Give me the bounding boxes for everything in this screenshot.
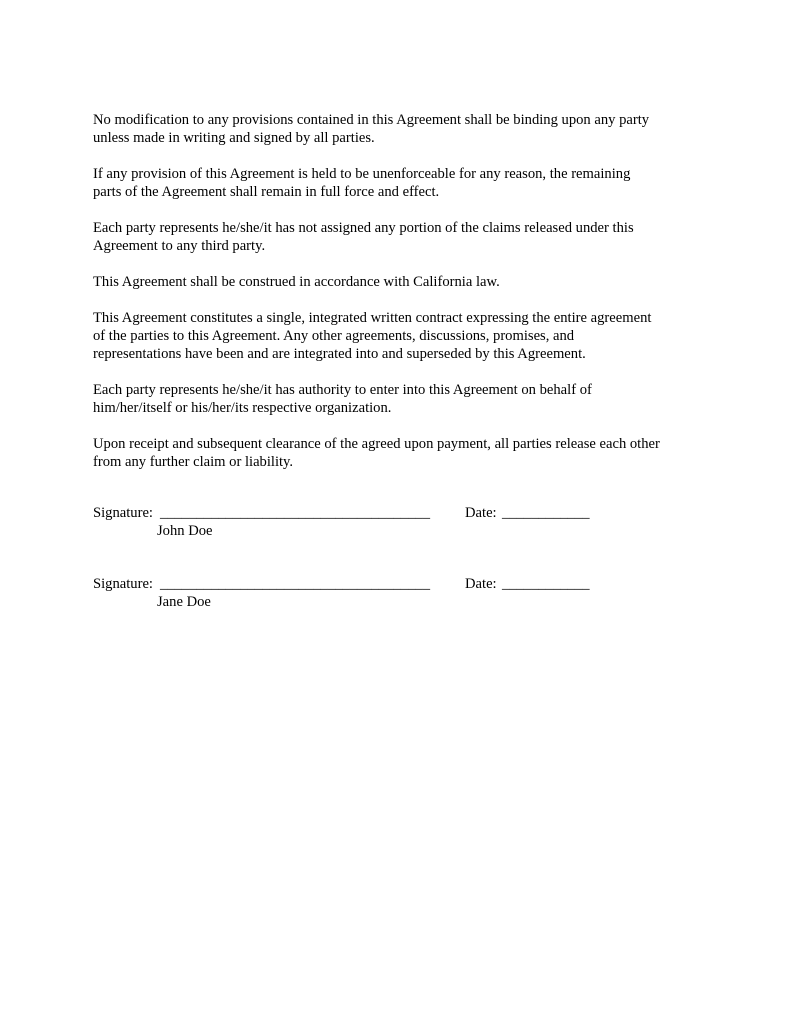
paragraph-severability: If any provision of this Agreement is held to be unenforceable for any reason, the remaining parts of the Agreement shall remain in full force and effect. xyxy=(93,166,631,200)
signature-field[interactable]: _____________________________________ xyxy=(160,505,430,521)
agreement-body xyxy=(93,111,713,489)
paragraph-governing-law: This Agreement shall be construed in accordance with California law. xyxy=(93,274,500,290)
paragraph-integration: This Agreement constitutes a single, integrated written contract expressing the entire agreement of the parties to this Agreement. Any other agreements, discussions, promises, and representations have been and are integrated into and superseded by this Agreement. xyxy=(93,310,652,362)
signature-line xyxy=(93,575,713,593)
date-field[interactable]: ____________ xyxy=(502,576,590,592)
signature-label: Signature: xyxy=(93,505,153,521)
signature-line xyxy=(93,504,713,522)
signature-block-john-doe xyxy=(93,504,713,540)
signature-label: Signature: xyxy=(93,576,153,592)
signature-block-jane-doe xyxy=(93,575,713,611)
signer-name: John Doe xyxy=(157,523,213,539)
signer-name: Jane Doe xyxy=(157,594,211,610)
signature-field[interactable]: _____________________________________ xyxy=(160,576,430,592)
paragraph-modification: No modification to any provisions contained in this Agreement shall be binding upon any party unless made in writing and signed by all parties. xyxy=(93,112,650,146)
date-label: Date: xyxy=(465,576,497,592)
date-field[interactable]: ____________ xyxy=(502,505,590,521)
paragraph-authority: Each party represents he/she/it has authority to enter into this Agreement on behalf of him/her/itself or his/her/its respective organization. xyxy=(93,382,592,416)
date-label: Date: xyxy=(465,505,497,521)
paragraph-release: Upon receipt and subsequent clearance of the agreed upon payment, all parties release each other from any further claim or liability. xyxy=(93,436,660,470)
paragraph-no-assignment: Each party represents he/she/it has not assigned any portion of the claims released under this Agreement to any third party. xyxy=(93,220,634,254)
